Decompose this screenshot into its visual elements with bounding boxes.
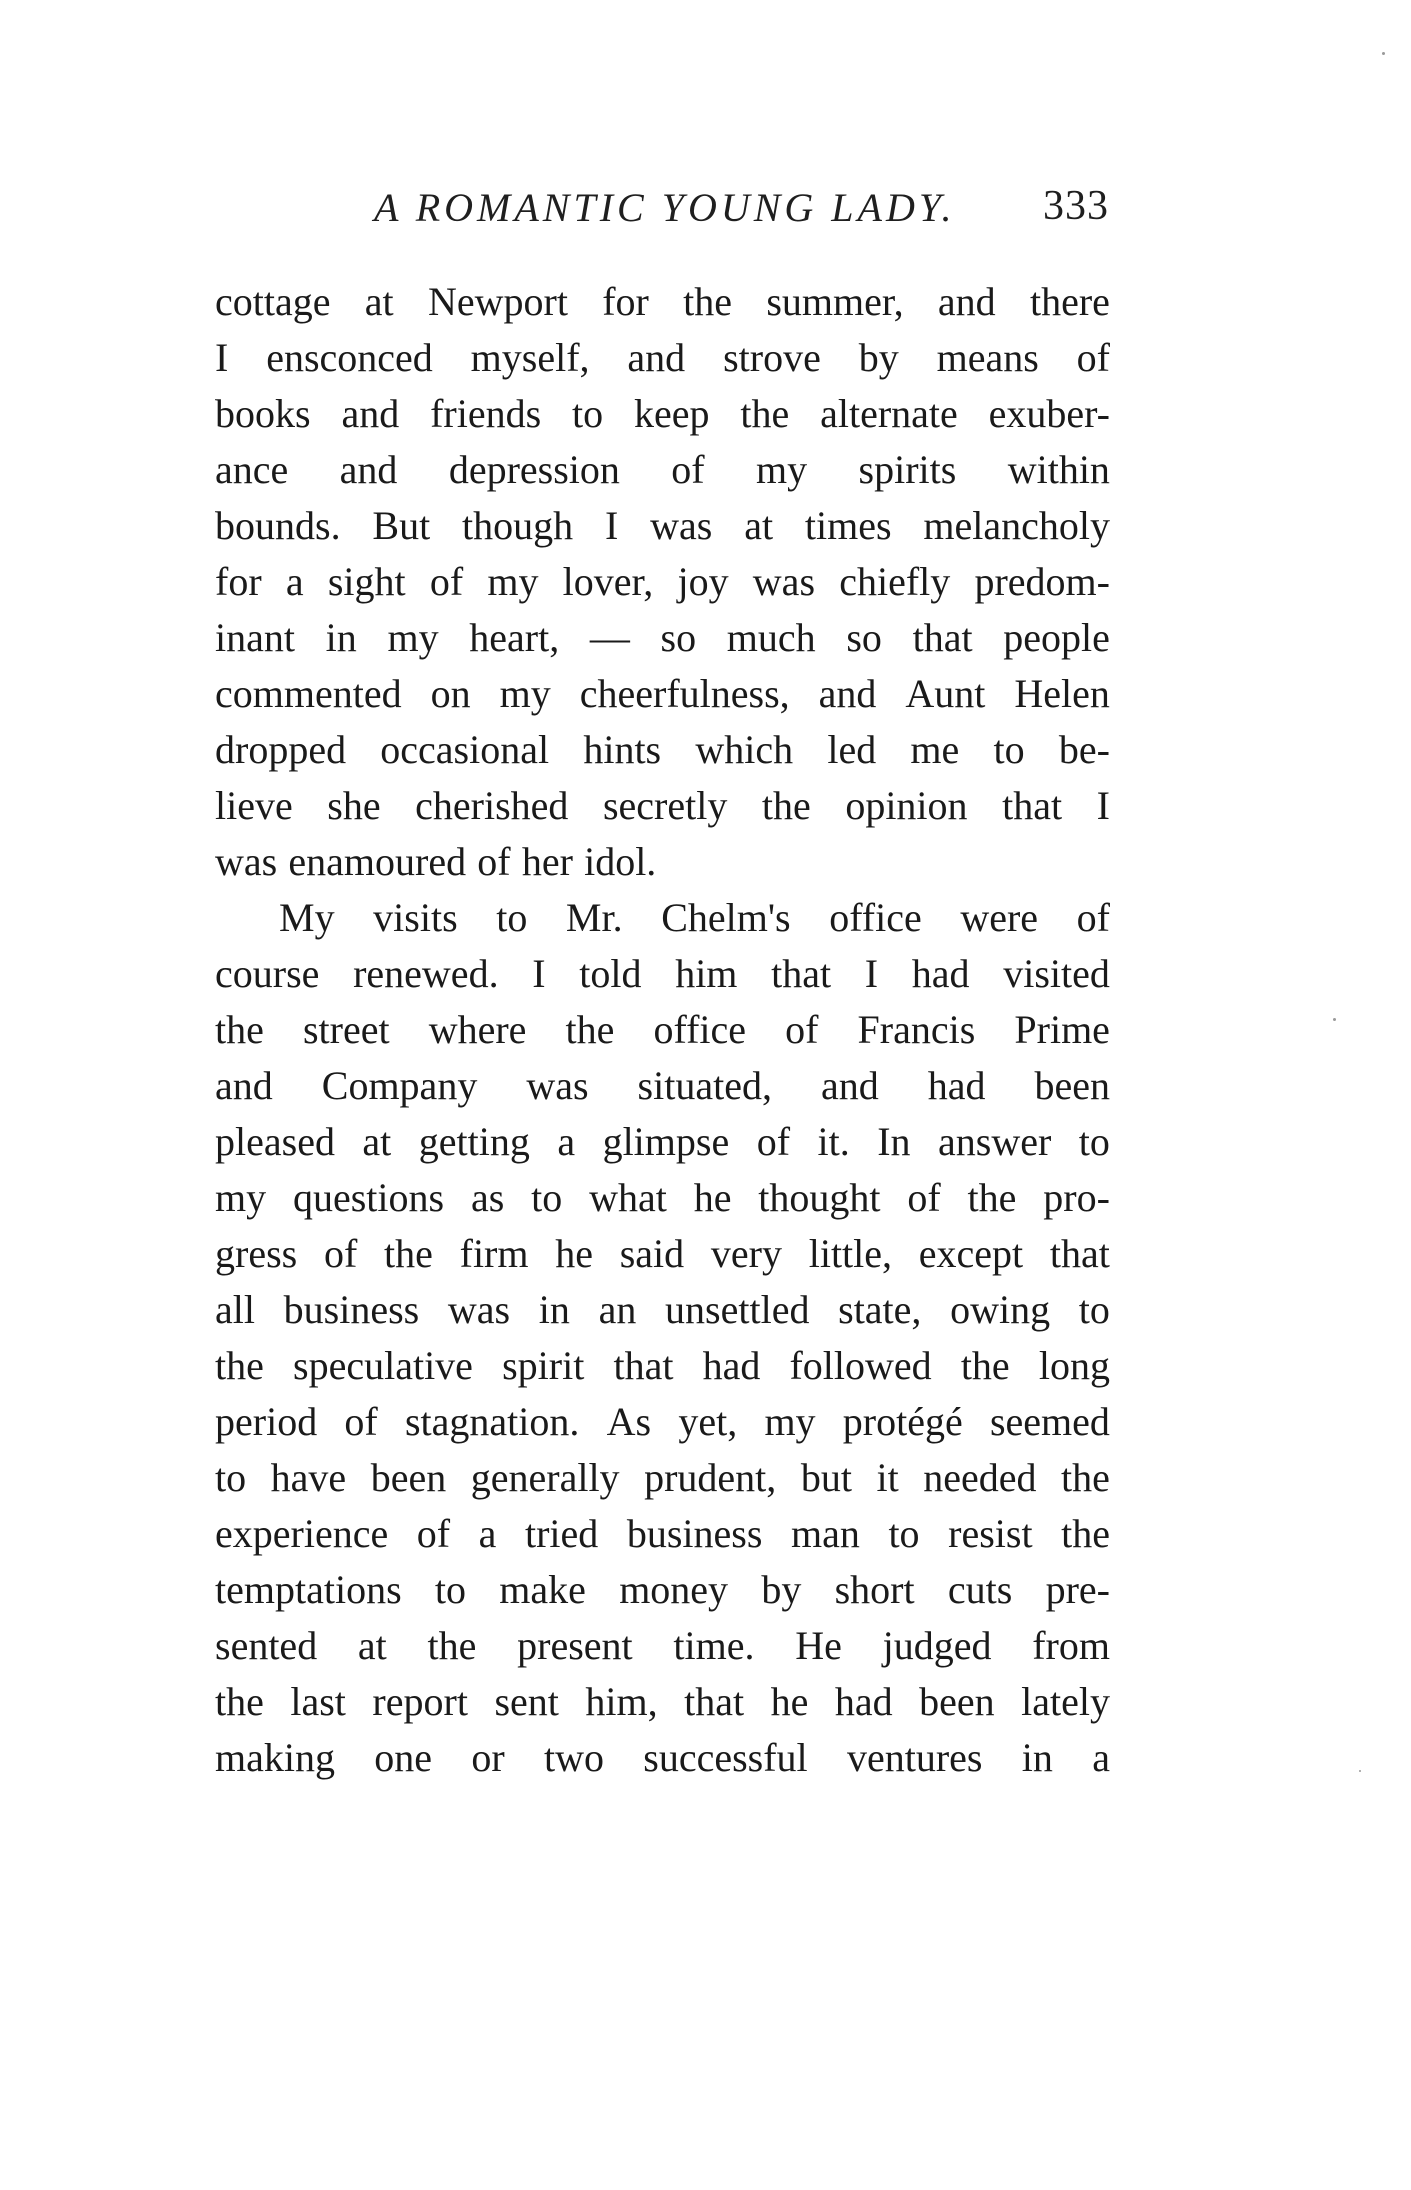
word: that	[613, 1343, 674, 1388]
word: last	[290, 1679, 346, 1724]
word: myself,	[470, 335, 590, 380]
word: though	[462, 503, 574, 548]
word: the	[215, 1679, 264, 1724]
word: glimpse	[602, 1119, 730, 1164]
word: present	[517, 1623, 633, 1668]
word: business	[626, 1511, 763, 1556]
word: ensconced	[266, 335, 433, 380]
word: of	[1076, 335, 1110, 380]
word: and	[341, 391, 400, 436]
word: thought	[758, 1175, 881, 1220]
word: chiefly	[839, 559, 951, 604]
word: long	[1038, 1343, 1110, 1388]
text-line	[215, 1114, 1110, 1170]
word: but	[800, 1455, 852, 1500]
word: report	[372, 1679, 468, 1724]
word: was	[215, 839, 278, 884]
word: means	[936, 335, 1039, 380]
word: of	[1076, 895, 1110, 940]
word: alternate	[820, 391, 958, 436]
word: depression	[448, 447, 620, 492]
word: of	[907, 1175, 941, 1220]
word: and	[937, 279, 996, 324]
word: he	[555, 1231, 593, 1276]
word: short	[834, 1567, 915, 1612]
text-line	[215, 1338, 1110, 1394]
word: commented	[215, 671, 402, 716]
word: to	[993, 727, 1025, 772]
word: strove	[723, 335, 821, 380]
word: generally	[470, 1455, 620, 1500]
word: told	[579, 951, 642, 996]
word: one	[374, 1735, 433, 1780]
word: keep	[633, 391, 710, 436]
word: I	[864, 951, 879, 996]
word: to	[434, 1567, 467, 1612]
word: within	[1007, 447, 1110, 492]
word: the	[1061, 1455, 1110, 1500]
word: temptations	[215, 1567, 402, 1612]
word: office	[653, 1007, 747, 1052]
word: my	[499, 671, 551, 716]
word: successful	[643, 1735, 808, 1780]
word: the	[215, 1007, 264, 1052]
word: led	[827, 727, 877, 772]
word: at	[362, 1119, 392, 1164]
word: answer	[938, 1119, 1052, 1164]
text-line	[215, 1674, 1110, 1730]
word: questions	[292, 1175, 445, 1220]
word: that	[1049, 1231, 1110, 1276]
word: and	[627, 335, 686, 380]
word: that	[912, 615, 973, 660]
word: exuber-	[988, 391, 1110, 436]
word: of	[785, 1007, 819, 1052]
word: and	[820, 1063, 879, 1108]
word: a	[478, 1511, 497, 1556]
word: at	[744, 503, 774, 548]
word: of	[323, 1231, 358, 1276]
word: or	[471, 1735, 505, 1780]
word: unsettled	[665, 1287, 810, 1332]
word: of	[477, 839, 511, 884]
word: been	[370, 1455, 447, 1500]
word: a	[285, 559, 304, 604]
text-line	[215, 666, 1110, 722]
text-line	[215, 1450, 1110, 1506]
word: which	[695, 727, 794, 772]
word: my	[756, 447, 808, 492]
word: were	[960, 895, 1039, 940]
word: my	[764, 1399, 816, 1444]
word: of	[344, 1399, 378, 1444]
word: money	[619, 1567, 729, 1612]
word: was	[650, 503, 713, 548]
word: —	[589, 615, 630, 660]
word: stagnation.	[404, 1399, 580, 1444]
word: enamoured	[288, 839, 467, 884]
word: had	[834, 1679, 893, 1724]
text-line-paragraph-start	[215, 890, 1110, 946]
text-line	[215, 1730, 1110, 1786]
word: Chelm's	[661, 895, 791, 940]
word: to	[572, 391, 604, 436]
word: ance	[215, 447, 289, 492]
word: him,	[585, 1679, 658, 1724]
word: so	[660, 615, 697, 660]
word: As	[606, 1399, 652, 1444]
word: very	[710, 1231, 782, 1276]
word: dropped	[215, 727, 347, 772]
word: Aunt	[905, 671, 986, 716]
word: of	[756, 1119, 791, 1164]
word: except	[918, 1231, 1024, 1276]
word: said	[619, 1231, 685, 1276]
word: situated,	[637, 1063, 772, 1108]
word: yet,	[678, 1399, 738, 1444]
word: was	[526, 1063, 589, 1108]
word: course	[215, 951, 320, 996]
word: little,	[808, 1231, 893, 1276]
word: that	[771, 951, 832, 996]
word: predom-	[974, 559, 1110, 604]
word: in	[325, 615, 357, 660]
word: pleased	[215, 1119, 335, 1164]
word: me	[910, 727, 960, 772]
word: was	[447, 1287, 511, 1332]
word: state,	[838, 1287, 922, 1332]
text-line	[215, 778, 1110, 834]
word: visits	[373, 895, 458, 940]
word: it	[876, 1455, 899, 1500]
word: street	[302, 1007, 390, 1052]
word: was	[752, 559, 816, 604]
word: at	[357, 1623, 387, 1668]
word: the	[740, 391, 790, 436]
word: experience	[215, 1511, 389, 1556]
word: be-	[1058, 727, 1110, 772]
word: bounds.	[215, 503, 341, 548]
word: Francis	[857, 1007, 976, 1052]
word: my	[387, 615, 439, 660]
word: firm	[459, 1231, 529, 1276]
word: Company	[321, 1063, 478, 1108]
word: from	[1032, 1623, 1110, 1668]
word: ventures	[846, 1735, 983, 1780]
word: so	[846, 615, 882, 660]
word: it.	[817, 1119, 850, 1164]
word: of	[429, 559, 464, 604]
word: cherished	[415, 783, 569, 828]
word: needed	[923, 1455, 1037, 1500]
word: heart,	[469, 615, 560, 660]
text-line	[215, 1394, 1110, 1450]
word: summer,	[766, 279, 904, 324]
paper-speck	[1333, 1018, 1336, 1021]
word: books	[215, 391, 311, 436]
word: the	[683, 279, 733, 324]
word: times	[804, 503, 892, 548]
word: But	[372, 503, 431, 548]
word: the	[565, 1007, 615, 1052]
word: getting	[418, 1119, 530, 1164]
text-line	[215, 1058, 1110, 1114]
running-head	[374, 180, 1109, 236]
word: gress	[215, 1231, 298, 1276]
word: lately	[1021, 1679, 1110, 1724]
word: Newport	[427, 279, 568, 324]
word: at	[364, 279, 394, 324]
word: sented	[215, 1623, 318, 1668]
word: to	[531, 1175, 563, 1220]
text-line	[215, 1170, 1110, 1226]
word: Mr.	[565, 895, 623, 940]
word: where	[428, 1007, 527, 1052]
word: renewed.	[353, 951, 499, 996]
word: My	[279, 895, 335, 940]
word: people	[1003, 615, 1110, 660]
word: him	[675, 951, 738, 996]
word: lover,	[562, 559, 654, 604]
text-line	[215, 1282, 1110, 1338]
word: the	[384, 1231, 433, 1276]
word: the	[761, 783, 811, 828]
word: time.	[673, 1623, 755, 1668]
word: of	[416, 1511, 451, 1556]
word: had	[702, 1343, 761, 1388]
word: hints	[583, 727, 662, 772]
word: an	[598, 1287, 637, 1332]
text-line	[215, 1562, 1110, 1618]
text-line	[215, 1618, 1110, 1674]
word: prudent,	[644, 1455, 777, 1500]
word: as	[470, 1175, 505, 1220]
word: judged	[882, 1623, 992, 1668]
word: resist	[948, 1511, 1033, 1556]
text-line	[215, 274, 1110, 330]
word: that	[684, 1679, 745, 1724]
word: I	[1096, 783, 1110, 828]
word: I	[215, 335, 229, 380]
word: man	[791, 1511, 860, 1556]
word: to	[215, 1455, 247, 1500]
word: followed	[789, 1343, 932, 1388]
word: He	[795, 1623, 842, 1668]
word: a	[557, 1119, 576, 1164]
word: pro-	[1043, 1175, 1110, 1220]
word: office	[829, 895, 922, 940]
text-line	[215, 554, 1110, 610]
word: and	[818, 671, 877, 716]
page-number: 333	[1043, 183, 1109, 229]
word: pre-	[1045, 1567, 1110, 1612]
word: and	[339, 447, 398, 492]
word: melancholy	[923, 503, 1110, 548]
text-line	[215, 610, 1110, 666]
word: he	[693, 1175, 732, 1220]
word: all	[215, 1287, 255, 1332]
word: In	[877, 1119, 911, 1164]
word: been	[1034, 1063, 1110, 1108]
word: on	[430, 671, 471, 716]
text-line	[215, 1506, 1110, 1562]
text-line	[215, 442, 1110, 498]
word: making	[215, 1735, 335, 1780]
text-line	[215, 722, 1110, 778]
word: owing	[950, 1287, 1051, 1332]
body-text	[215, 274, 1110, 1786]
word: speculative	[293, 1343, 473, 1388]
word: cheerfulness,	[579, 671, 790, 716]
word: had	[927, 1063, 986, 1108]
word: by	[761, 1567, 802, 1612]
word: cuts	[947, 1567, 1013, 1612]
word: he	[770, 1679, 809, 1724]
text-line	[215, 330, 1110, 386]
word: the	[967, 1175, 1017, 1220]
word: opinion	[845, 783, 968, 828]
word: for	[215, 559, 262, 604]
word: what	[589, 1175, 667, 1220]
word: cottage	[215, 279, 331, 324]
word: my	[215, 1175, 267, 1220]
word: spirits	[858, 447, 957, 492]
word: secretly	[602, 783, 728, 828]
word: and	[215, 1063, 273, 1108]
word: had	[911, 951, 970, 996]
word: the	[1061, 1511, 1110, 1556]
word: seemed	[989, 1399, 1110, 1444]
word: my	[487, 559, 539, 604]
word: been	[919, 1679, 995, 1724]
word: for	[602, 279, 649, 324]
word: spirit	[502, 1343, 585, 1388]
word: of	[671, 447, 705, 492]
word: two	[543, 1735, 604, 1780]
word: visited	[1003, 951, 1110, 996]
paper-speck	[1359, 1770, 1361, 1772]
paper-speck	[1382, 52, 1385, 55]
word: to	[1078, 1287, 1110, 1332]
word: the	[427, 1623, 477, 1668]
word: I	[532, 951, 546, 996]
word: to	[888, 1511, 920, 1556]
word: the	[960, 1343, 1010, 1388]
word: to	[496, 895, 528, 940]
word: she	[327, 783, 381, 828]
word: Prime	[1014, 1007, 1110, 1052]
word: the	[215, 1343, 264, 1388]
text-line	[215, 386, 1110, 442]
word: friends	[430, 391, 542, 436]
text-line	[215, 946, 1110, 1002]
word: period	[215, 1399, 318, 1444]
word: in	[1021, 1735, 1053, 1780]
word: her	[521, 839, 573, 884]
word: make	[499, 1567, 586, 1612]
running-title: A ROMANTIC YOUNG LADY.	[374, 185, 956, 230]
word: occasional	[380, 727, 550, 772]
text-line	[215, 1226, 1110, 1282]
word: have	[270, 1455, 347, 1500]
word: to	[1078, 1119, 1110, 1164]
word: tried	[524, 1511, 599, 1556]
word: joy	[677, 559, 729, 604]
text-line	[215, 498, 1110, 554]
text-line	[215, 1002, 1110, 1058]
word: lieve	[215, 783, 293, 828]
word: in	[538, 1287, 570, 1332]
word: that	[1002, 783, 1063, 828]
text-line-paragraph-end	[215, 834, 1110, 890]
word: there	[1029, 279, 1110, 324]
word: protégé	[842, 1399, 963, 1444]
word: Helen	[1014, 671, 1110, 716]
word: sight	[327, 559, 406, 604]
word: I	[604, 503, 619, 548]
word: much	[726, 615, 816, 660]
word: inant	[215, 615, 295, 660]
word: business	[283, 1287, 420, 1332]
word: idol.	[584, 839, 657, 884]
word: sent	[494, 1679, 559, 1724]
word: by	[858, 335, 899, 380]
word: a	[1092, 1735, 1110, 1780]
